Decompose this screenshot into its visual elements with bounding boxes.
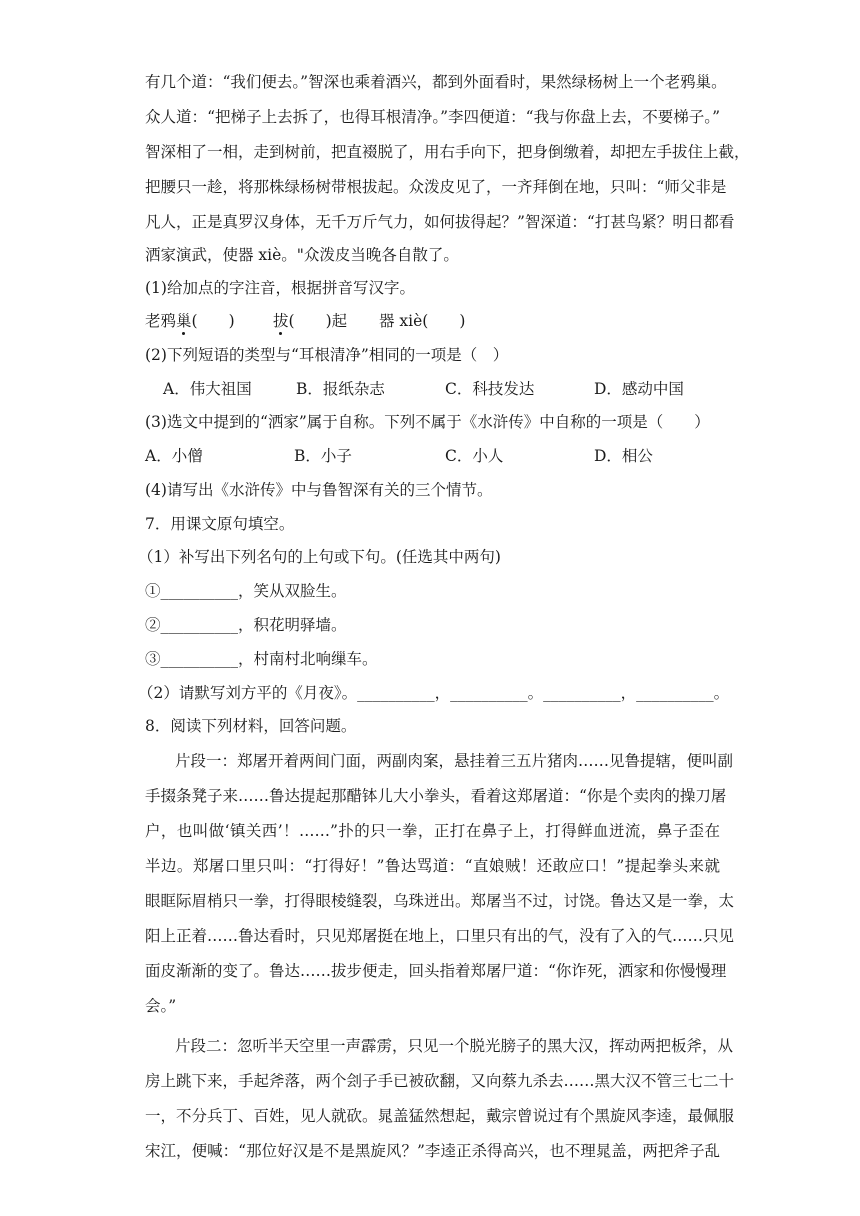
passage-line: 凡人，正是真罗汉身体，无千万斤气力，如何拔得起？”智深道：“打甚鸟紧？明日都看	[145, 213, 735, 231]
fill-blank-item[interactable]: ②__________，积花明驿墙。	[145, 616, 347, 634]
question-7-sub-2[interactable]: （2）请默写刘方平的《月夜》。__________，__________。__________，__________。	[138, 684, 730, 702]
fragment-line: 阳上正着……鲁达看时，只见郑屠挺在地上，口里只有出的气，没有了入的气……只见	[145, 927, 735, 945]
question-1-item-3[interactable]: 器 xiè( )	[379, 312, 466, 330]
question-7-sub-1: （1）补写出下列名句的上句或下句。(任选其中两句)	[138, 548, 501, 566]
option-b[interactable]: B．报纸杂志	[296, 380, 385, 398]
item-text: 老鸦	[145, 312, 177, 330]
fragment-line: 手掇条凳子来……鲁达提起那醋钵儿大小拳头，看着这郑屠道：“你是个卖肉的操刀屠	[145, 787, 727, 805]
dotted-char: 巢	[176, 312, 192, 330]
option-c[interactable]: C．科技发达	[445, 380, 535, 398]
option-d[interactable]: D．相公	[594, 447, 653, 465]
fill-blank-item[interactable]: ①__________，笑从双脸生。	[145, 582, 347, 600]
option-b[interactable]: B．小子	[294, 447, 352, 465]
dotted-char: 拔	[273, 312, 289, 330]
question-7-title: 7．用课文原句填空。	[145, 515, 295, 533]
question-4-prompt: (4)请写出《水浒传》中与鲁智深有关的三个情节。	[145, 481, 493, 499]
passage-line: 把腰只一趁，将那株绿杨树带根拔起。众泼皮见了，一齐拜倒在地，只叫：“师父非是	[145, 178, 727, 196]
fragment-line: 片段一：郑屠开着两间门面，两副肉案，悬挂着三五片猪肉……见鲁提辖，便叫副	[175, 752, 734, 770]
fragment-line: 房上跳下来，手起斧落，两个刽子手已被砍翻，又向蔡九杀去……黑大汉不管三七二十	[145, 1072, 735, 1090]
option-a[interactable]: A．小僧	[145, 447, 203, 465]
answer-blank[interactable]: ( )起	[288, 312, 348, 330]
option-a[interactable]: A．伟大祖国	[163, 380, 252, 398]
fragment-line: 面皮渐渐的变了。鲁达……拔步便走，回头指着郑屠尸道：“你诈死，洒家和你慢慢理	[145, 962, 727, 980]
question-1-item-2	[273, 311, 347, 331]
fragment-line: 一，不分兵丁、百姓，见人就砍。晁盖猛然想起，戴宗曾说过有个黑旋风李逵，最佩服	[145, 1107, 735, 1125]
option-d[interactable]: D．感动中国	[594, 380, 684, 398]
fragment-line: 宋江，便喊：“那位好汉是不是黑旋风？”李逵正杀得高兴，也不理晁盖，两把斧子乱	[145, 1142, 720, 1160]
question-1-item-1	[145, 311, 235, 331]
passage-line: 有几个道：“我们便去。”智深也乘着酒兴，都到外面看时，果然绿杨树上一个老鸦巢。	[145, 73, 727, 91]
answer-blank[interactable]: ( )	[191, 312, 235, 330]
fill-blank-item[interactable]: ③__________，村南村北响缫车。	[145, 650, 378, 668]
question-8-title: 8．阅读下列材料，回答问题。	[145, 717, 357, 735]
question-1-prompt: (1)给加点的字注音，根据拼音写汉字。	[145, 279, 415, 297]
question-2-prompt: (2)下列短语的类型与“耳根清净”相同的一项是（ ）	[145, 346, 509, 364]
fragment-line: 会。”	[145, 997, 177, 1015]
fragment-line: 眼眶际眉梢只一拳，打得眼棱缝裂，乌珠迸出。郑屠当不过，讨饶。鲁达又是一拳，太	[145, 892, 735, 910]
passage-line: 洒家演武，使器 xiè。"众泼皮当晚各自散了。	[145, 246, 459, 264]
question-3-prompt: (3)选文中提到的“洒家”属于自称。下列不属于《水浒传》中自称的一项是（ ）	[145, 413, 710, 431]
option-c[interactable]: C．小人	[445, 447, 504, 465]
passage-line: 众人道：“把梯子上去拆了，也得耳根清净。”李四便道：“我与你盘上去，不要梯子。”	[145, 108, 720, 126]
fragment-line: 户，也叫做‘镇关西’！……”扑的只一拳，正打在鼻子上，打得鲜血迸流，鼻子歪在	[145, 822, 720, 840]
fragment-line: 片段二：忽听半天空里一声霹雳，只见一个脱光膀子的黑大汉，挥动两把板斧，从	[175, 1037, 734, 1055]
fragment-line: 半边。郑屠口里只叫：“打得好！”鲁达骂道：“直娘贼！还敢应口！”提起拳头来就	[145, 857, 720, 875]
passage-line: 智深相了一相，走到树前，把直裰脱了，用右手向下，把身倒缴着，却把左手拔住上截，	[145, 143, 750, 161]
